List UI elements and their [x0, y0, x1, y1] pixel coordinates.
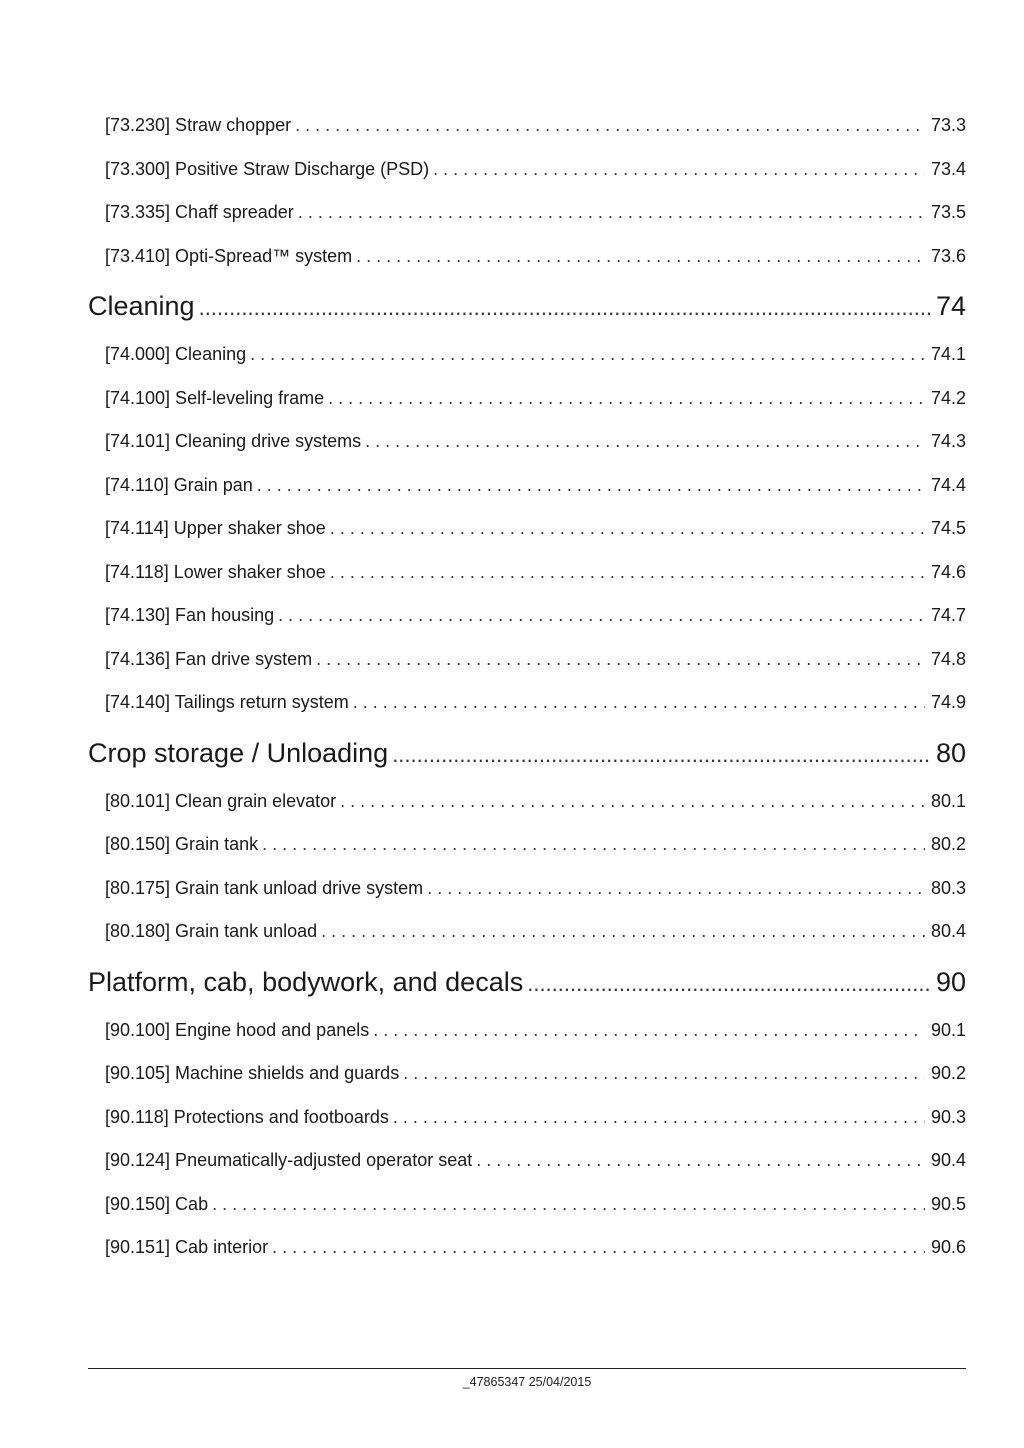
- toc-entry-page: 74.1: [930, 344, 966, 364]
- dot-leader: [392, 728, 930, 781]
- toc-entry[interactable]: [88, 1096, 966, 1140]
- toc-entry-page: 74.4: [930, 474, 966, 495]
- dot-leader: [476, 1139, 925, 1183]
- toc-entry-label: [90.151] Cab interior: [105, 1237, 269, 1257]
- toc-chapter-page: 90: [935, 966, 966, 997]
- toc-entry[interactable]: [88, 910, 966, 954]
- dot-leader: [272, 1226, 925, 1270]
- toc-entry-label: [74.110] Grain pan: [105, 474, 253, 495]
- toc-entry-label: [80.101] Clean grain elevator: [105, 790, 337, 811]
- toc-entry-page: 90.6: [930, 1237, 966, 1257]
- toc-entry-label: [90.124] Pneumatically-adjusted operator seat: [105, 1150, 473, 1170]
- table-of-contents: [88, 104, 966, 1270]
- toc-entry-page: 74.8: [930, 648, 966, 669]
- dot-leader: [403, 1052, 925, 1096]
- dot-leader: [527, 957, 930, 1010]
- toc-entry[interactable]: [88, 191, 966, 235]
- toc-entry-label: [74.130] Fan housing: [105, 605, 275, 625]
- toc-entry[interactable]: [88, 1052, 966, 1096]
- toc-entry-page: 74.5: [930, 518, 966, 538]
- toc-chapter-page: 80: [935, 737, 966, 768]
- toc-entry-page: 90.4: [930, 1150, 966, 1170]
- toc-entry-page: 80.4: [930, 921, 966, 941]
- toc-entry-label: [73.410] Opti-Spread™ system: [105, 245, 353, 266]
- toc-entry[interactable]: [88, 780, 966, 824]
- toc-entry-label: [74.136] Fan drive system: [105, 648, 313, 669]
- dot-leader: [427, 867, 925, 911]
- toc-entry-label: [90.118] Protections and footboards: [105, 1106, 389, 1127]
- toc-entry[interactable]: [88, 1226, 966, 1270]
- toc-entry-label: [90.100] Engine hood and panels: [105, 1019, 370, 1040]
- toc-entry-label: [74.140] Tailings return system: [105, 692, 349, 712]
- toc-entry[interactable]: [88, 235, 966, 279]
- dot-leader: [257, 464, 925, 508]
- toc-entry-page: 73.5: [930, 202, 966, 222]
- toc-entry-page: 73.6: [930, 245, 966, 266]
- toc-entry[interactable]: [88, 464, 966, 508]
- toc-chapter[interactable]: [88, 727, 966, 780]
- toc-entry[interactable]: [88, 551, 966, 595]
- dot-leader: [321, 910, 925, 954]
- dot-leader: [340, 780, 925, 824]
- toc-entry-label: [80.175] Grain tank unload drive system: [105, 877, 424, 898]
- toc-entry-page: 74.6: [930, 561, 966, 582]
- toc-entry-label: [90.105] Machine shields and guards: [105, 1063, 400, 1083]
- dot-leader: [356, 235, 925, 279]
- dot-leader: [330, 551, 925, 595]
- toc-chapter[interactable]: [88, 956, 966, 1009]
- toc-entry[interactable]: [88, 377, 966, 421]
- toc-entry-label: [73.230] Straw chopper: [105, 115, 292, 135]
- toc-entry-label: [74.100] Self-leveling frame: [105, 387, 325, 408]
- dot-leader: [278, 594, 925, 638]
- footer-document-id: _47865347 25/04/2015: [462, 1375, 592, 1389]
- toc-entry-page: 74.9: [930, 692, 966, 712]
- toc-entry-page: 80.1: [930, 790, 966, 811]
- toc-entry-label: [80.180] Grain tank unload: [105, 921, 318, 941]
- toc-chapter-label: Platform, cab, bodywork, and decals: [88, 966, 524, 997]
- dot-leader: [353, 681, 925, 725]
- toc-entry[interactable]: [88, 148, 966, 192]
- toc-chapter-page: 74: [935, 291, 966, 321]
- toc-entry[interactable]: [88, 823, 966, 867]
- toc-entry-label: [73.300] Positive Straw Discharge (PSD): [105, 158, 430, 179]
- dot-leader: [330, 507, 925, 551]
- dot-leader: [393, 1096, 925, 1140]
- toc-entry-label: [74.101] Cleaning drive systems: [105, 431, 362, 451]
- toc-entry-label: [73.335] Chaff spreader: [105, 202, 294, 222]
- toc-chapter[interactable]: [88, 280, 966, 333]
- toc-entry[interactable]: [88, 1139, 966, 1183]
- dot-leader: [298, 191, 925, 235]
- dot-leader: [365, 420, 925, 464]
- toc-entry-page: 74.2: [930, 387, 966, 408]
- toc-entry[interactable]: [88, 507, 966, 551]
- toc-entry[interactable]: [88, 104, 966, 148]
- toc-entry-page: 74.3: [930, 431, 966, 451]
- toc-entry-page: 80.2: [930, 834, 966, 854]
- dot-leader: [250, 333, 925, 377]
- toc-entry[interactable]: [88, 867, 966, 911]
- toc-entry[interactable]: [88, 638, 966, 682]
- dot-leader: [433, 148, 925, 192]
- dot-leader: [328, 377, 925, 421]
- toc-entry-label: [90.150] Cab: [105, 1193, 209, 1214]
- toc-entry-page: 73.3: [930, 115, 966, 135]
- toc-chapter-label: Crop storage / Unloading: [88, 737, 389, 768]
- toc-entry[interactable]: [88, 333, 966, 377]
- toc-chapter-label: Cleaning: [88, 291, 195, 321]
- footer-divider: [88, 1368, 966, 1369]
- dot-leader: [199, 281, 930, 334]
- toc-entry[interactable]: [88, 1009, 966, 1053]
- toc-entry-page: 90.2: [930, 1063, 966, 1083]
- toc-entry-page: 74.7: [930, 605, 966, 625]
- toc-entry-label: [80.150] Grain tank: [105, 834, 259, 854]
- dot-leader: [262, 823, 925, 867]
- toc-entry-label: [74.000] Cleaning: [105, 344, 247, 364]
- dot-leader: [295, 104, 925, 148]
- toc-entry-page: 90.3: [930, 1106, 966, 1127]
- toc-entry[interactable]: [88, 594, 966, 638]
- toc-entry-page: 80.3: [930, 877, 966, 898]
- toc-entry[interactable]: [88, 681, 966, 725]
- toc-entry-label: [74.118] Lower shaker shoe: [105, 561, 326, 582]
- toc-entry-page: 73.4: [930, 158, 966, 179]
- toc-entry[interactable]: [88, 420, 966, 464]
- toc-entry-page: 90.1: [930, 1019, 966, 1040]
- dot-leader: [316, 638, 925, 682]
- dot-leader: [373, 1009, 925, 1053]
- toc-entry-label: [74.114] Upper shaker shoe: [105, 518, 326, 538]
- toc-entry-page: 90.5: [930, 1193, 966, 1214]
- dot-leader: [212, 1183, 925, 1227]
- toc-entry[interactable]: [88, 1183, 966, 1227]
